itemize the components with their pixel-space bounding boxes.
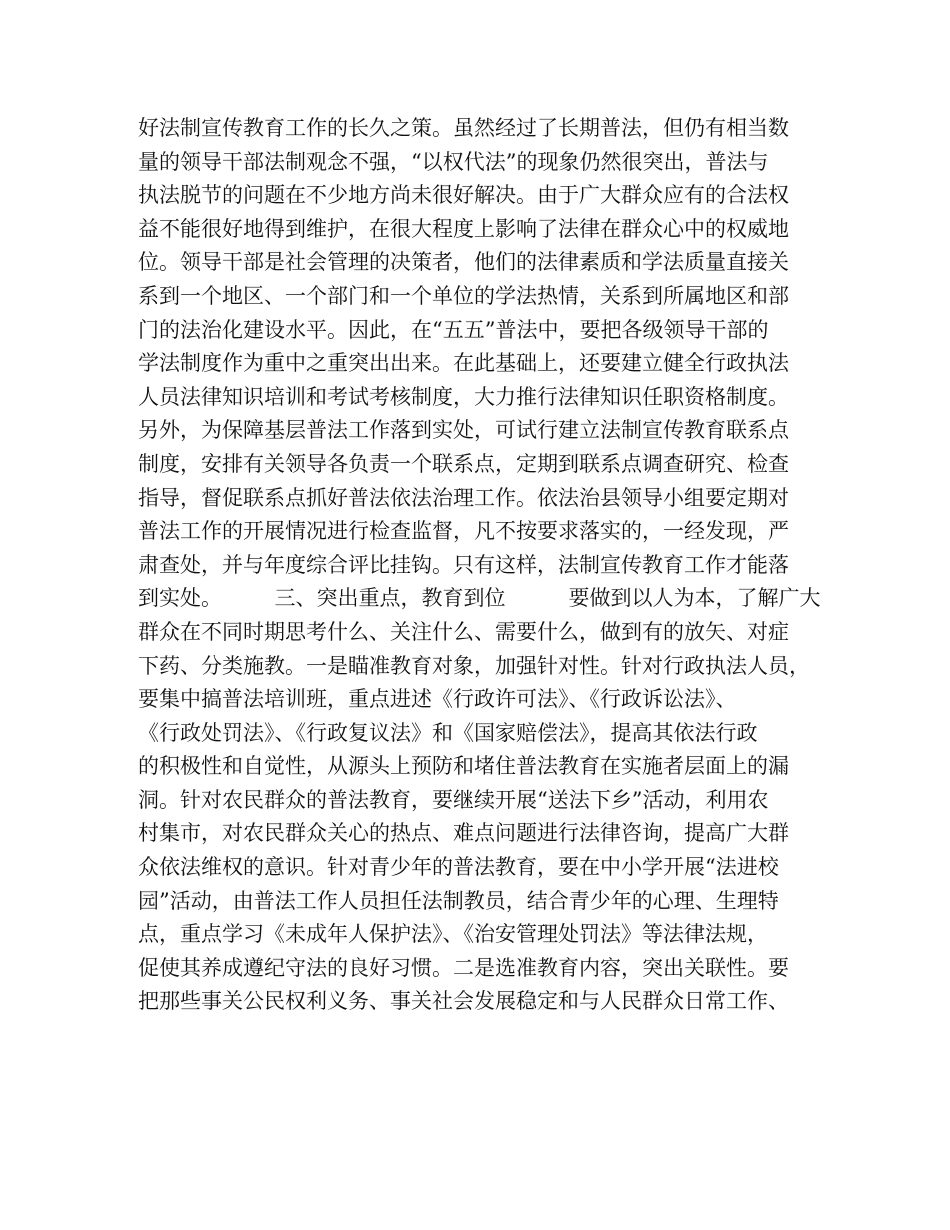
text-line-13: 普法工作的开展情况进行检查监督，凡不按要求落实的，一经发现，严 bbox=[138, 519, 789, 544]
text-line-3: 执法脱节的问题在不少地方尚未很好解决。由于广大群众应有的合法权 bbox=[138, 183, 789, 208]
text-line-2: 量的领导干部法制观念不强，“以权代法”的现象仍然很突出，普法与 bbox=[138, 149, 769, 174]
text-line-22: 村集市，对农民群众关心的热点、难点问题进行法律咨询，提高广大群 bbox=[138, 821, 789, 846]
text-line-12: 指导，督促联系点抓好普法依法治理工作。依法治县领导小组要定期对 bbox=[138, 485, 789, 510]
text-line-9: 人员法律知识培训和考试考核制度，大力推行法律知识任职资格制度。 bbox=[138, 384, 789, 409]
text-line-10: 另外，为保障基层普法工作落到实处，可试行建立法制宣传教育联系点 bbox=[138, 418, 789, 443]
text-line-15: 到实处。 三、突出重点，教育到位 要做到以人为本，了解广大 bbox=[138, 586, 821, 611]
text-line-26: 促使其养成遵纪守法的良好习惯。二是选准教育内容，突出关联性。要 bbox=[138, 955, 789, 980]
text-line-18: 要集中搞普法培训班，重点进述《行政许可法》、《行政诉讼法》、 bbox=[138, 687, 737, 712]
text-line-23: 众依法维权的意识。针对青少年的普法教育，要在中小学开展“法进校 bbox=[138, 855, 779, 880]
text-line-6: 系到一个地区、一个部门和一个单位的学法热情，关系到所属地区和部 bbox=[138, 283, 789, 308]
text-line-7: 门的法治化建设水平。因此，在“五五”普法中，要把各级领导干部的 bbox=[138, 317, 769, 342]
text-line-11: 制度，安排有关领导各负责一个联系点，定期到联系点调查研究、检查 bbox=[138, 451, 789, 476]
text-line-8: 学法制度作为重中之重突出出来。在此基础上，还要建立健全行政执法 bbox=[138, 351, 789, 376]
text-line-19: 《行政处罚法》、《行政复议法》和《国家赔偿法》，提高其依法行政 bbox=[138, 720, 758, 745]
text-line-25: 点，重点学习《未成年人保护法》、《治安管理处罚法》等法律法规， bbox=[138, 922, 768, 947]
text-line-4: 益不能很好地得到维护，在很大程度上影响了法律在群众心中的权威地 bbox=[138, 216, 789, 241]
body-text bbox=[138, 112, 828, 1019]
text-line-17: 下药、分类施教。一是瞄准教育对象，加强针对性。针对行政执法人员， bbox=[138, 653, 810, 678]
text-line-20: 的积极性和自觉性，从源头上预防和堵住普法教育在实施者层面上的漏 bbox=[138, 754, 789, 779]
text-line-14: 肃查处，并与年度综合评比挂钩。只有这样，法制宣传教育工作才能落 bbox=[138, 552, 789, 577]
text-line-16: 群众在不同时期思考什么、关注什么、需要什么，做到有的放矢、对症 bbox=[138, 619, 789, 644]
text-line-24: 园”活动，由普法工作人员担任法制教员，结合青少年的心理、生理特 bbox=[138, 888, 779, 913]
text-line-1: 好法制宣传教育工作的长久之策。虽然经过了长期普法，但仍有相当数 bbox=[138, 116, 789, 140]
text-line-21: 洞。针对农民群众的普法教育，要继续开展“送法下乡”活动，利用农 bbox=[138, 787, 769, 812]
text-line-27: 把那些事关公民权利义务、事关社会发展稳定和与人民群众日常工作、 bbox=[138, 989, 789, 1014]
text-line-5: 位。领导干部是社会管理的决策者，他们的法律素质和学法质量直接关 bbox=[138, 250, 789, 275]
